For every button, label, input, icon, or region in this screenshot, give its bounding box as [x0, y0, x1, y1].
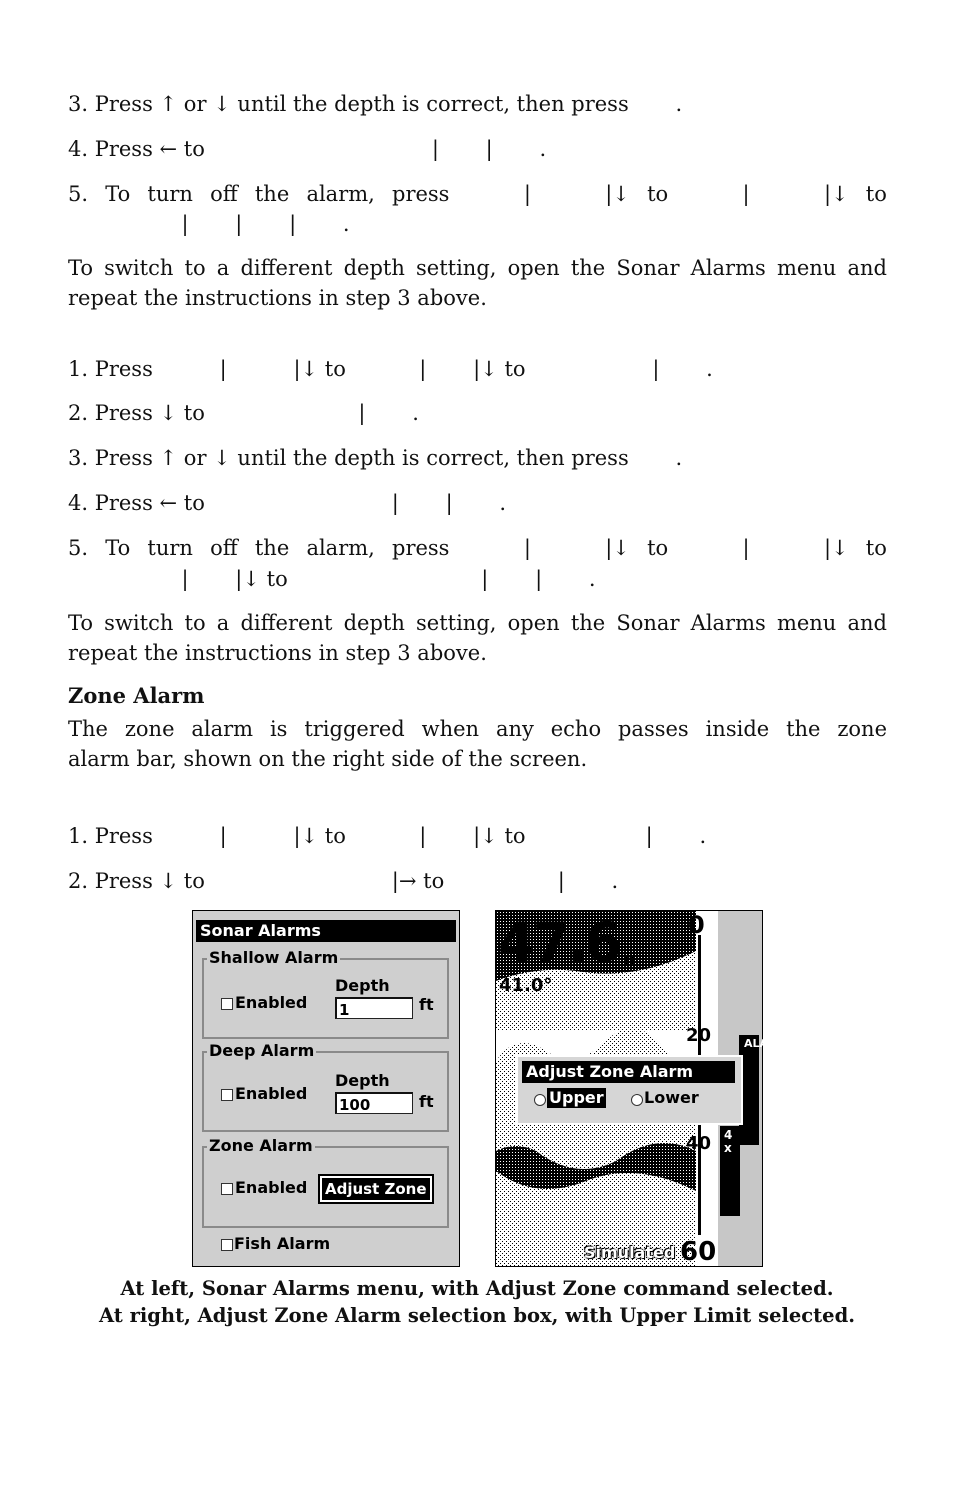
- zone-alarm-group: [202, 1136, 449, 1228]
- adjust-zone-popup: [516, 1055, 743, 1125]
- step-3-b: 3. Press ↑ or ↓ until the depth is correct, then press .: [68, 446, 683, 470]
- upper-radio[interactable]: [534, 1094, 546, 1106]
- step-5-b-word: the: [254, 536, 290, 560]
- switch-paragraph-a: [68, 253, 887, 313]
- zoom-label: 4x: [724, 1128, 733, 1155]
- step-5-b-word: [467, 535, 507, 561]
- deep-enabled-label: Enabled: [235, 1084, 308, 1103]
- step-5-a-word: to: [647, 182, 669, 206]
- deep-alarm-group: [202, 1041, 449, 1132]
- shallow-enabled-label: Enabled: [235, 993, 308, 1012]
- zone-enabled-checkbox[interactable]: [221, 1183, 233, 1195]
- step-5-b-word: |: [742, 536, 750, 560]
- zone-enabled-label: Enabled: [235, 1178, 308, 1197]
- lower-option[interactable]: Lower: [644, 1088, 699, 1107]
- step-5-a-word: [685, 181, 725, 207]
- sonar-display-screen: [495, 910, 788, 1267]
- zone-paragraph-line2: alarm bar, shown on the right side of the screen.: [68, 747, 588, 771]
- step-5-b-line1: [68, 535, 887, 561]
- zone-alarm-group-label: Zone Alarm: [209, 1136, 313, 1155]
- step-1-zone: 1. Press | |↓ to | |↓ to | .: [68, 824, 707, 848]
- step-5-a-word: [548, 181, 588, 207]
- deep-depth-label: Depth: [335, 1071, 390, 1090]
- scale-20-label: 20: [686, 1025, 712, 1046]
- sonar-alarms-screen: [192, 910, 460, 1267]
- upper-option[interactable]: Upper: [549, 1088, 604, 1107]
- step-5-a-word: |↓: [605, 182, 630, 206]
- step-5-a-word: |: [523, 182, 531, 206]
- step-5-a-word: |↓: [823, 182, 849, 206]
- step-5-b-word: |↓: [823, 536, 849, 560]
- step-5-b-word: to: [647, 536, 669, 560]
- simulated-label: Simulated: [584, 1243, 676, 1262]
- step-5-b-word: 5.: [68, 536, 89, 560]
- step-5-b-word: off: [210, 536, 238, 560]
- step-2-zone: 2. Press ↓ to |→ to | .: [68, 869, 619, 893]
- step-3-a: 3. Press ↑ or ↓ until the depth is correct, then press .: [68, 92, 683, 116]
- switch-paragraph-b: [68, 608, 887, 668]
- step-5-a-word: [767, 181, 807, 207]
- depth-unit: ft: [624, 955, 636, 970]
- adjust-zone-button[interactable]: Adjust Zone: [320, 1176, 432, 1202]
- step-5-b-word: turn: [147, 536, 193, 560]
- step-4-a: 4. Press ← to | | .: [68, 137, 547, 161]
- step-4-b: 4. Press ← to | | .: [68, 491, 507, 515]
- alarm-bar-label: ALARM: [744, 1037, 788, 1050]
- fish-alarm-checkbox[interactable]: [221, 1239, 233, 1251]
- step-5-b-word: [767, 535, 807, 561]
- shallow-depth-field[interactable]: 1: [335, 997, 413, 1019]
- temperature-readout: 41.0°: [499, 975, 553, 996]
- step-5-a-word: the: [254, 182, 290, 206]
- sonar-alarms-title: Sonar Alarms: [196, 920, 456, 942]
- deep-alarm-label: Deep Alarm: [209, 1041, 315, 1060]
- step-1-b: 1. Press | |↓ to | |↓ to | .: [68, 357, 713, 381]
- shallow-enabled-checkbox[interactable]: [221, 998, 233, 1010]
- step-5-a-word: 5.: [68, 182, 89, 206]
- switch-paragraph-a-line2: repeat the instructions in step 3 above.: [68, 286, 487, 310]
- step-5-a-word: [467, 181, 507, 207]
- zone-paragraph-line1: The zone alarm is triggered when any echo passes inside the zone: [68, 717, 887, 741]
- fish-alarm-label: Fish Alarm: [234, 1234, 331, 1253]
- depth-readout: 47.6: [498, 911, 620, 974]
- step-5-a-word: turn: [147, 182, 193, 206]
- switch-paragraph-b-line2: repeat the instructions in step 3 above.: [68, 641, 487, 665]
- step-5-b-word: To: [105, 536, 131, 560]
- step-5-b-word: [548, 535, 588, 561]
- zone-alarm-heading: Zone Alarm: [68, 683, 205, 708]
- step-5-a-word: off: [210, 182, 238, 206]
- step-5-a-word: press: [392, 182, 450, 206]
- adjust-zone-popup-title: Adjust Zone Alarm: [522, 1061, 735, 1083]
- step-2-b: 2. Press ↓ to | .: [68, 401, 419, 425]
- scale-top-label: 0: [688, 911, 705, 939]
- step-5-a-word: |: [742, 182, 750, 206]
- scale-bottom-label: 60: [680, 1237, 717, 1267]
- shallow-depth-label: Depth: [335, 976, 390, 995]
- caption-line-1: At left, Sonar Alarms menu, with Adjust Zone command selected.: [120, 1277, 834, 1300]
- scale-40-label: 40: [686, 1133, 712, 1154]
- step-5-b-word: [685, 535, 725, 561]
- shallow-alarm-group: [202, 948, 449, 1039]
- step-5-b-word: alarm,: [306, 536, 375, 560]
- lower-radio[interactable]: [631, 1094, 643, 1106]
- step-5-a-line2: | | | .: [68, 212, 350, 236]
- step-5-b-line2: | |↓ to | | .: [68, 567, 596, 591]
- step-5-a-word: To: [105, 182, 131, 206]
- shallow-alarm-label: Shallow Alarm: [209, 948, 339, 967]
- deep-enabled-checkbox[interactable]: [221, 1089, 233, 1101]
- zone-paragraph: [68, 714, 887, 774]
- step-5-a-word: to: [865, 182, 887, 206]
- deep-depth-unit: ft: [419, 1092, 434, 1111]
- step-5-a-word: alarm,: [306, 182, 375, 206]
- switch-paragraph-a-line1: To switch to a different depth setting, open the Sonar Alarms menu and: [68, 256, 887, 280]
- step-5-b-word: |↓: [605, 536, 630, 560]
- step-5-a-line1: [68, 181, 887, 207]
- caption-line-2: At right, Adjust Zone Alarm selection box, with Upper Limit selected.: [99, 1304, 855, 1327]
- deep-depth-field[interactable]: 100: [335, 1092, 413, 1114]
- shallow-depth-unit: ft: [419, 995, 434, 1014]
- switch-paragraph-b-line1: To switch to a different depth setting, open the Sonar Alarms menu and: [68, 611, 887, 635]
- step-5-b-word: press: [392, 536, 450, 560]
- step-5-b-word: to: [865, 536, 887, 560]
- step-5-b-word: |: [523, 536, 531, 560]
